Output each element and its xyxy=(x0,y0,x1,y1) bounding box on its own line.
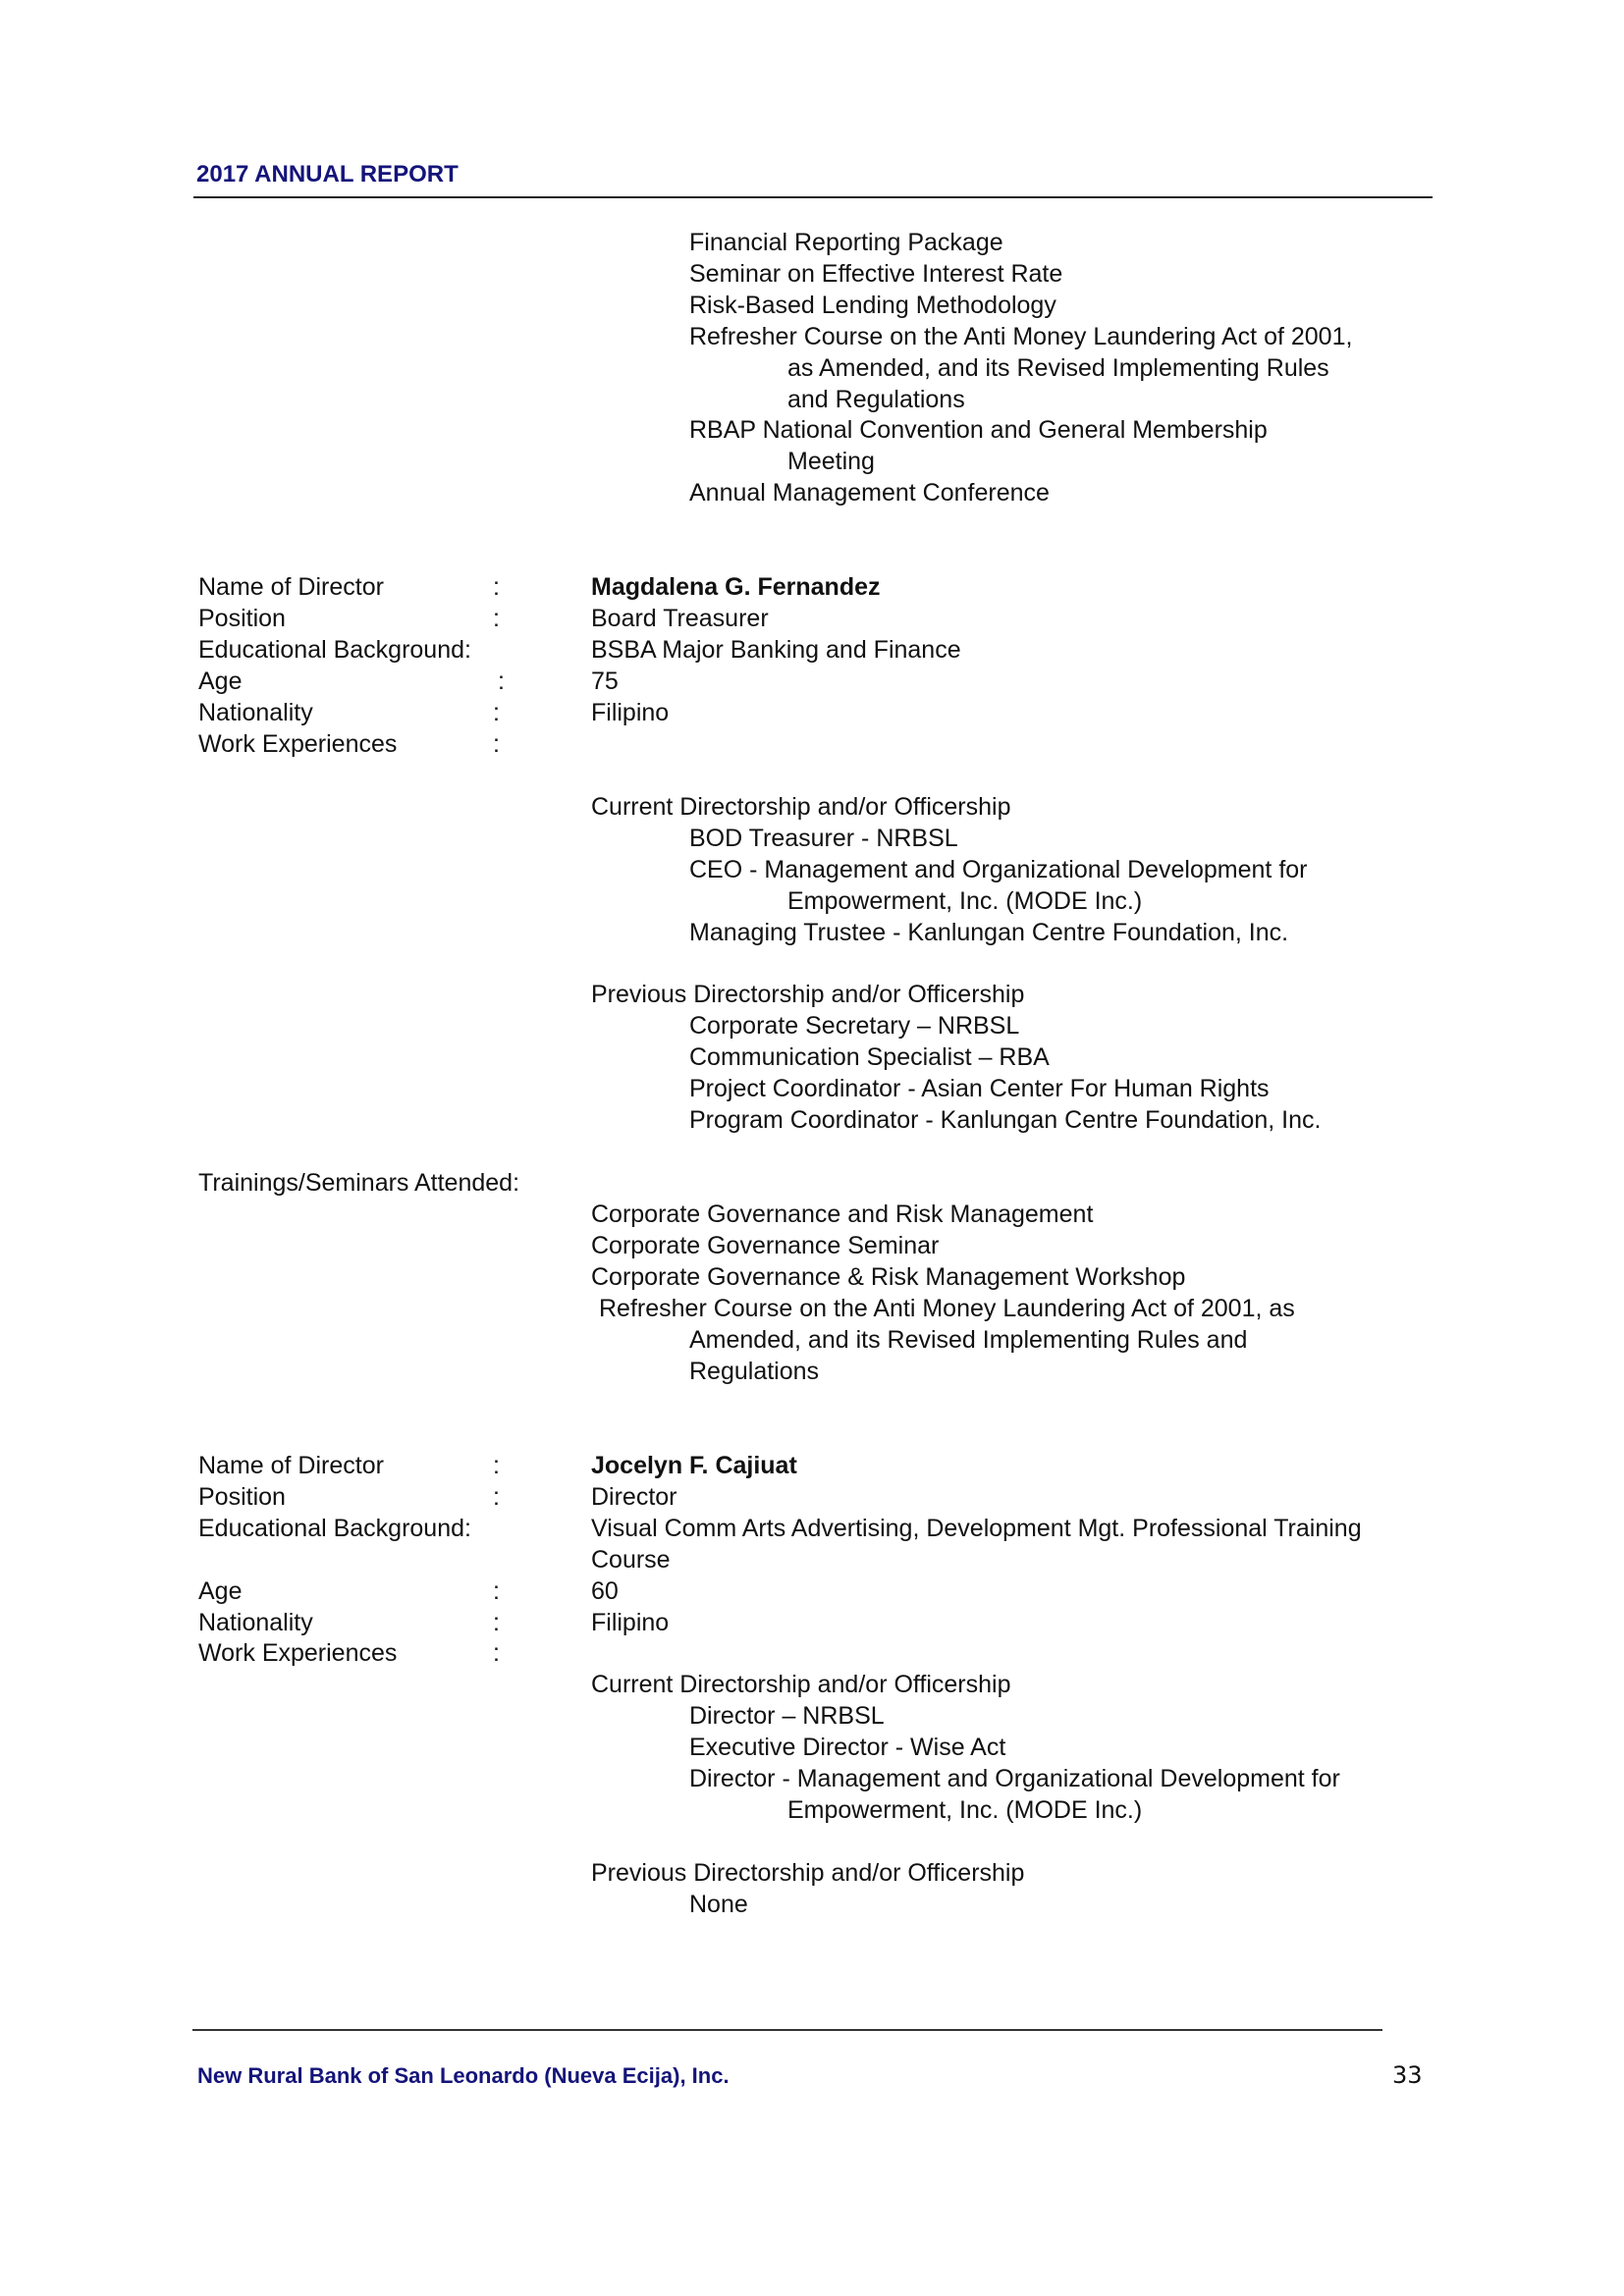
trainings-label: Trainings/Seminars Attended: xyxy=(198,1169,520,1197)
current-officership-heading: Current Directorship and/or Officership xyxy=(591,793,1011,821)
colon: : xyxy=(493,730,500,758)
colon: : xyxy=(493,1452,500,1479)
education-label: Educational Background: xyxy=(198,1515,471,1542)
colon: : xyxy=(493,1483,500,1511)
training-item: Financial Reporting Package xyxy=(689,229,1003,256)
director-name: Jocelyn F. Cajiuat xyxy=(591,1452,797,1479)
work-experiences-label: Work Experiences xyxy=(198,730,398,758)
training-item: Refresher Course on the Anti Money Laundering Act of 2001, as xyxy=(599,1295,1295,1322)
current-officership-continuation: Empowerment, Inc. (MODE Inc.) xyxy=(787,1796,1143,1824)
header-divider xyxy=(193,196,1433,198)
current-officership-item: BOD Treasurer - NRBSL xyxy=(689,825,958,852)
colon: : xyxy=(493,1577,500,1605)
previous-officership-heading: Previous Directorship and/or Officership xyxy=(591,1859,1025,1887)
training-item-continuation: Amended, and its Revised Implementing Rules and xyxy=(689,1326,1248,1354)
previous-officership-item: None xyxy=(689,1891,748,1918)
name-label: Name of Director xyxy=(198,573,384,601)
nationality-label: Nationality xyxy=(198,1609,313,1636)
previous-officership-item: Corporate Secretary – NRBSL xyxy=(689,1012,1020,1040)
current-officership-item: Director – NRBSL xyxy=(689,1702,885,1730)
director-name: Magdalena G. Fernandez xyxy=(591,573,881,601)
director-education-continuation: Course xyxy=(591,1546,671,1574)
training-item: Annual Management Conference xyxy=(689,479,1050,507)
training-item-continuation: and Regulations xyxy=(787,386,965,413)
director-position: Director xyxy=(591,1483,677,1511)
colon: : xyxy=(498,667,505,695)
colon: : xyxy=(493,605,500,632)
current-officership-continuation: Empowerment, Inc. (MODE Inc.) xyxy=(787,887,1143,915)
director-education: BSBA Major Banking and Finance xyxy=(591,636,961,664)
director-nationality: Filipino xyxy=(591,1609,670,1636)
colon: : xyxy=(493,573,500,601)
age-label: Age xyxy=(198,1577,243,1605)
nationality-label: Nationality xyxy=(198,699,313,726)
report-title: 2017 ANNUAL REPORT xyxy=(196,161,459,187)
footer-divider xyxy=(192,2029,1382,2031)
colon: : xyxy=(493,1609,500,1636)
position-label: Position xyxy=(198,605,286,632)
training-item: Refresher Course on the Anti Money Laundering Act of 2001, xyxy=(689,323,1353,350)
current-officership-heading: Current Directorship and/or Officership xyxy=(591,1671,1011,1698)
age-label: Age xyxy=(198,667,243,695)
previous-officership-item: Project Coordinator - Asian Center For Human Rights xyxy=(689,1075,1270,1102)
training-item: Risk-Based Lending Methodology xyxy=(689,292,1056,319)
training-item: RBAP National Convention and General Membership xyxy=(689,416,1268,444)
previous-officership-item: Communication Specialist – RBA xyxy=(689,1043,1050,1071)
previous-officership-item: Program Coordinator - Kanlungan Centre Foundation, Inc. xyxy=(689,1106,1322,1134)
current-officership-item: Director - Management and Organizational Development for xyxy=(689,1765,1340,1792)
name-label: Name of Director xyxy=(198,1452,384,1479)
current-officership-item: CEO - Management and Organizational Development for xyxy=(689,856,1308,883)
training-item: Seminar on Effective Interest Rate xyxy=(689,260,1063,288)
director-age: 60 xyxy=(591,1577,619,1605)
colon: : xyxy=(493,699,500,726)
director-position: Board Treasurer xyxy=(591,605,769,632)
training-item-continuation: Regulations xyxy=(689,1358,820,1385)
training-item-continuation: Meeting xyxy=(787,448,875,475)
previous-officership-heading: Previous Directorship and/or Officership xyxy=(591,981,1025,1008)
director-age: 75 xyxy=(591,667,619,695)
director-education: Visual Comm Arts Advertising, Development Mgt. Professional Training xyxy=(591,1515,1362,1542)
training-item: Corporate Governance and Risk Management xyxy=(591,1201,1094,1228)
current-officership-item: Managing Trustee - Kanlungan Centre Foundation, Inc. xyxy=(689,919,1289,946)
position-label: Position xyxy=(198,1483,286,1511)
training-item: Corporate Governance & Risk Management Workshop xyxy=(591,1263,1186,1291)
footer-company-name: New Rural Bank of San Leonardo (Nueva Ecija), Inc. xyxy=(197,2063,730,2088)
education-label: Educational Background: xyxy=(198,636,471,664)
training-item-continuation: as Amended, and its Revised Implementing Rules xyxy=(787,354,1329,382)
current-officership-item: Executive Director - Wise Act xyxy=(689,1734,1006,1761)
training-item: Corporate Governance Seminar xyxy=(591,1232,940,1259)
colon: : xyxy=(493,1639,500,1667)
page-number: 33 xyxy=(1392,2061,1423,2089)
director-nationality: Filipino xyxy=(591,699,670,726)
work-experiences-label: Work Experiences xyxy=(198,1639,398,1667)
